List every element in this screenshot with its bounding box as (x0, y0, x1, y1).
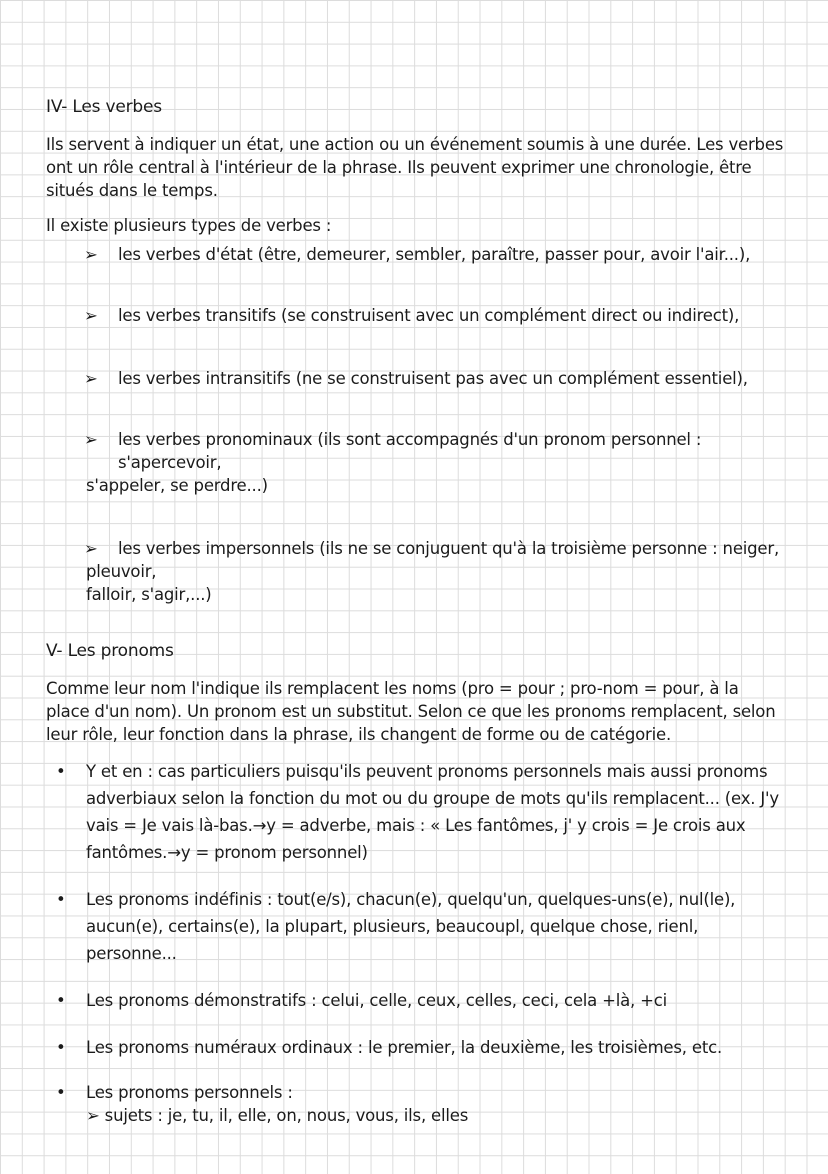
verb-type-impersonnels (46, 537, 786, 606)
verb-type-pronominaux (46, 428, 786, 497)
arrow-icon: ➢ (84, 245, 98, 264)
verb-type-intransitifs (46, 367, 786, 390)
verb-type-text: les verbes transitifs (se construisent avec un complément direct ou indirect), (118, 306, 740, 325)
verb-type-text: les verbes d'état (être, demeurer, sembler, paraître, passer pour, avoir l'air...), (118, 245, 751, 264)
section-heading-pronouns: V- Les pronoms (46, 641, 174, 661)
verbs-types-intro: Il existe plusieurs types de verbes : (46, 216, 332, 235)
pronouns-intro: Comme leur nom l'indique ils remplacent les noms (pro = pour ; pro-nom = pour, à la place d'un nom). Un pronom est un substitut. Selon ce que les pronoms remplacent, selon leur rôle, leur fonction dans la phrase, ils changent de forme ou de catégorie. (46, 679, 776, 744)
arrow-icon: ➢ (84, 369, 98, 388)
arrow-icon: ➢ (84, 539, 98, 558)
verb-type-text-continued: pleuvoir, (86, 562, 157, 581)
bullet-icon: • (56, 991, 66, 1010)
verb-type-text: les verbes intransitifs (ne se construisent pas avec un complément essentiel), (118, 369, 748, 388)
section-heading-verbs: IV- Les verbes (46, 97, 162, 117)
pronoun-sub-item: ➢ sujets : je, tu, il, elle, on, nous, vous, ils, elles (86, 1106, 469, 1125)
arrow-icon: ➢ (84, 430, 98, 449)
bullet-icon: • (56, 1083, 66, 1102)
list-item (46, 987, 786, 1014)
pronoun-item-text: Les pronoms personnels : (86, 1083, 293, 1102)
list-item (46, 1081, 786, 1127)
verb-type-transitifs (46, 304, 786, 327)
pronoun-item-text: Les pronoms démonstratifs : celui, celle, ceux, celles, ceci, cela +là, +ci (86, 991, 668, 1010)
verb-type-etat (46, 243, 786, 266)
notes-page (46, 96, 786, 1127)
verb-type-text: les verbes impersonnels (ils ne se conjuguent qu'à la troisième personne : neiger, (118, 539, 780, 558)
pronoun-item-text: Les pronoms numéraux ordinaux : le premier, la deuxième, les troisièmes, etc. (86, 1038, 723, 1057)
pronoun-item-text: Les pronoms indéfinis : tout(e/s), chacun(e), quelqu'un, quelques-uns(e), nul(le), aucun(e), certains(e), la plupart, plusieurs, beaucoupl, quelque chose, rienl, personne... (86, 890, 736, 963)
verb-type-text-continued: falloir, s'agir,...) (86, 585, 212, 604)
pronoun-list (46, 758, 786, 1127)
list-item (46, 1034, 786, 1061)
verb-type-text: les verbes pronominaux (ils sont accompagnés d'un pronom personnel : s'apercevoir, (118, 430, 702, 472)
arrow-icon: ➢ (84, 306, 98, 325)
pronoun-item-text: Y et en : cas particuliers puisqu'ils peuvent pronoms personnels mais aussi pronoms adverbiaux selon la fonction du mot ou du groupe de mots qu'ils remplacent... (ex. J'y vais = Je vais là-bas.→y = adverbe, mais : « Les fantômes, j' y crois = Je crois aux fantômes.→y = pronom personnel) (86, 762, 779, 862)
bullet-icon: • (56, 1038, 66, 1057)
bullet-icon: • (56, 890, 66, 909)
bullet-icon: • (56, 762, 66, 781)
list-item (46, 886, 786, 967)
verb-type-text-continued: s'appeler, se perdre...) (86, 476, 268, 495)
list-item (46, 758, 786, 866)
verbs-intro: Ils servent à indiquer un état, une action ou un événement soumis à une durée. Les verbes ont un rôle central à l'intérieur de la phrase. Ils peuvent exprimer une chronologie, être situés dans le temps. (46, 135, 784, 200)
